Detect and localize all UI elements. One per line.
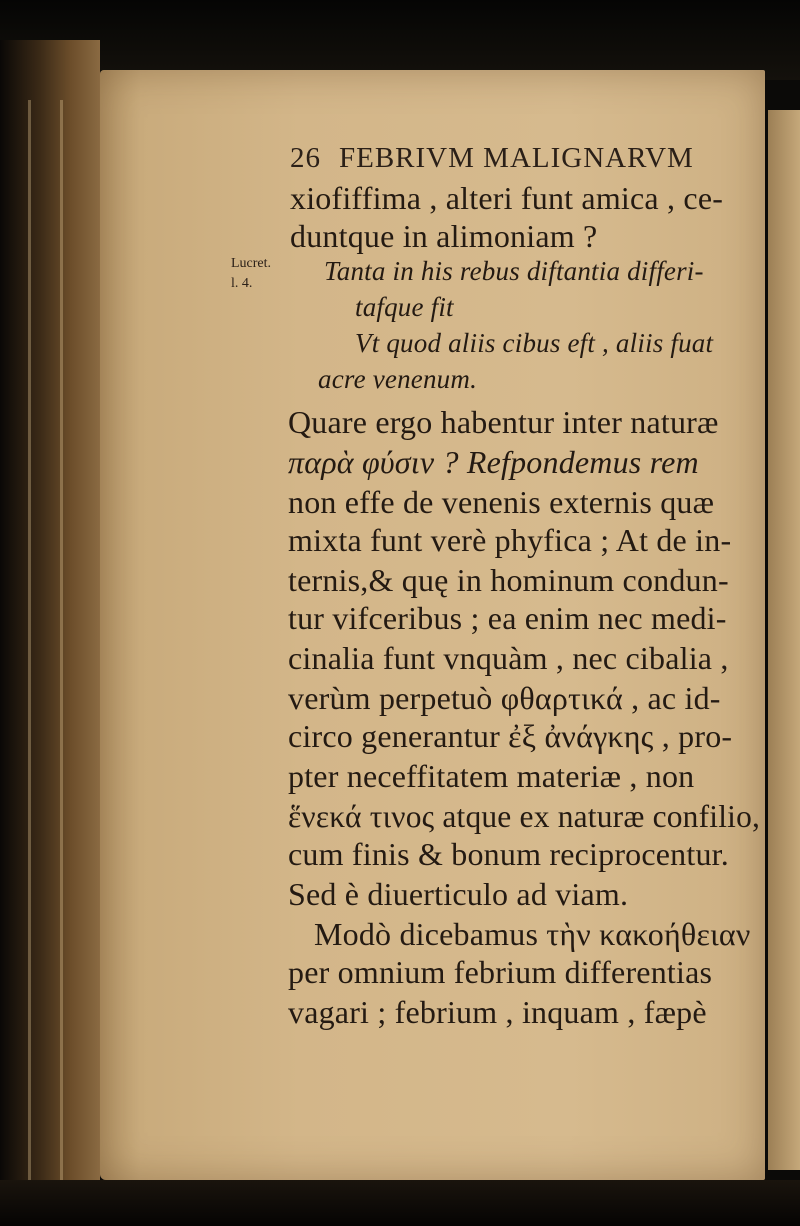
quote-line: Vt quod aliis cibus eft , aliis fuat	[355, 328, 714, 358]
text-line: cinalia funt vnquàm , nec cibalia ,	[288, 640, 729, 676]
next-page-edge	[768, 110, 800, 1170]
text-line: duntque in alimoniam ?	[290, 218, 598, 254]
page-title: FEBRIVM MALIGNARVM	[339, 142, 694, 174]
text-line: non effe de venenis externis quæ	[288, 484, 715, 520]
text-line: verùm perpetuò φθαρτικά , ac id-	[288, 680, 721, 716]
text-line: circo generantur ἐξ ἀνάγκης , pro-	[288, 718, 733, 754]
text-line: mixta funt verè phyfica ; At de in-	[288, 522, 732, 558]
text-line: Sed è diuerticulo ad viam.	[288, 876, 629, 912]
margin-note-author: Lucret.	[231, 256, 272, 271]
binding-stripe	[28, 100, 31, 1200]
text-line: xiofiffima , alteri funt amica , ce-	[290, 180, 724, 216]
text-line: vagari ; febrium , inquam , fæpè	[288, 994, 707, 1030]
binding-stripe	[60, 100, 63, 1200]
text-line: tur vifceribus ; ea enim nec medi-	[288, 600, 727, 636]
text-line: Quare ergo habentur inter naturæ	[288, 404, 719, 440]
text-line: per omnium febrium differentias	[288, 954, 713, 990]
text-line: ἕνεκά τινος atque ex naturæ confilio,	[288, 798, 761, 834]
quote-line: tafque fit	[355, 292, 454, 322]
text-line: cum finis & bonum reciprocentur.	[288, 836, 729, 872]
quote-line: acre venenum.	[318, 364, 478, 394]
running-header	[290, 142, 694, 175]
book-binding	[0, 40, 100, 1226]
text-line: παρὰ φύσιν ? Refpondemus rem	[288, 444, 699, 480]
text-line: pter neceffitatem materiæ , non	[288, 758, 695, 794]
page-number: 26	[290, 142, 321, 174]
text-line: ternis,& quę in hominum condun-	[288, 562, 729, 598]
quote-line: Tanta in his rebus diftantia differi-	[324, 256, 704, 286]
scan-bottom-edge	[0, 1180, 800, 1226]
margin-note-reference: l. 4.	[231, 276, 253, 291]
text-line: Modò dicebamus τὴν κακοήθειαν	[314, 916, 751, 952]
scan-top-edge	[0, 0, 800, 80]
